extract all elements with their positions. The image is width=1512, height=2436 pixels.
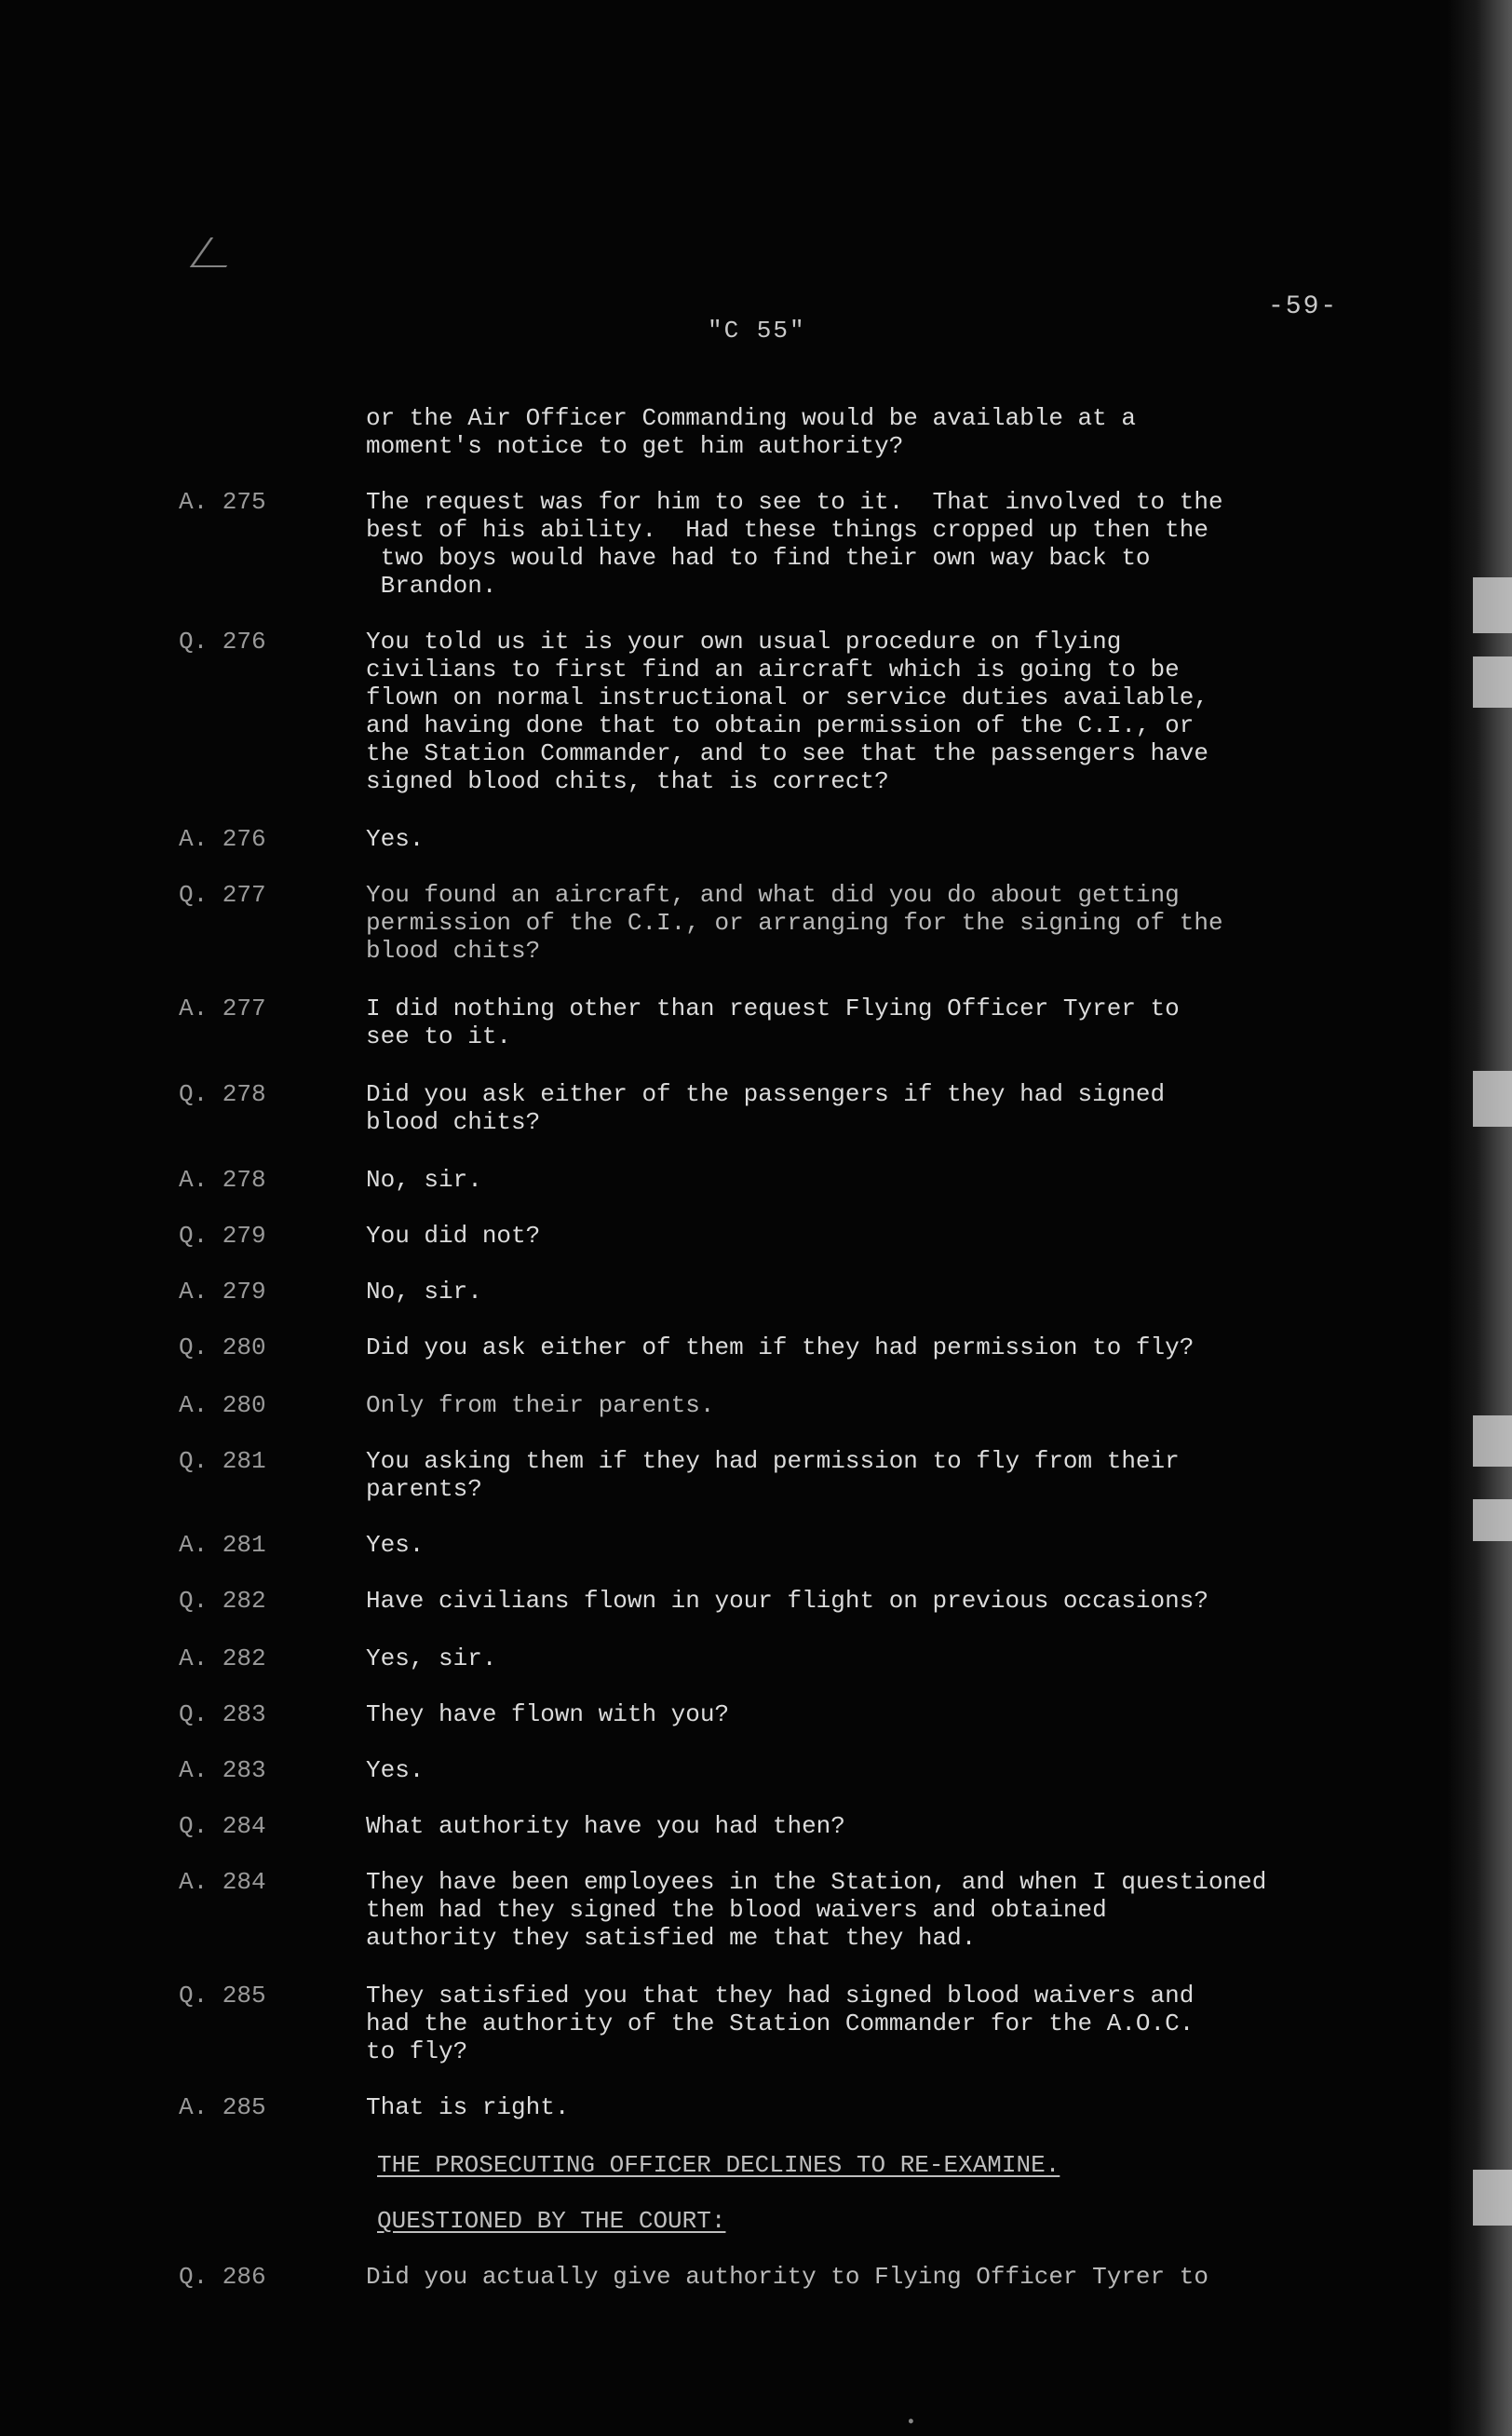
entry-number: A. 282 — [179, 1644, 266, 1672]
scan-edge-mark — [1473, 1071, 1512, 1127]
continuation-line: or the Air Officer Commanding would be available at a — [366, 404, 1136, 432]
entry-number: A. 277 — [179, 995, 266, 1022]
entry-line: They have been employees in the Station, and when I questioned — [366, 1868, 1267, 1896]
entry-number: A. 275 — [179, 488, 266, 516]
entry-line: signed blood chits, that is correct? — [366, 767, 889, 795]
entry-line: had the authority of the Station Commander for the A.O.C. — [366, 2010, 1195, 2037]
entry-line: You asking them if they had permission to fly from their — [366, 1447, 1180, 1475]
entry-number: A. 278 — [179, 1166, 266, 1194]
entry-number: Q. 280 — [179, 1333, 266, 1361]
entry-line: best of his ability. Had these things cropped up then the — [366, 516, 1208, 544]
entry-number: Q. 283 — [179, 1700, 266, 1728]
entry-line: Yes, sir. — [366, 1644, 497, 1672]
entry-line: What authority have you had then? — [366, 1812, 845, 1840]
entry-line: You did not? — [366, 1222, 541, 1250]
entry-line: Brandon. — [366, 572, 497, 600]
entry-number: Q. 285 — [179, 1982, 266, 2010]
entry-line: civilians to first find an aircraft which is going to be — [366, 656, 1180, 683]
document-reference: "C 55" — [708, 317, 806, 345]
entry-line: two boys would have had to find their own way back to — [366, 544, 1151, 572]
section-heading: QUESTIONED BY THE COURT: — [377, 2207, 726, 2235]
entry-line: Did you actually give authority to Flying Officer Tyrer to — [366, 2263, 1208, 2291]
entry-line: You found an aircraft, and what did you do about getting — [366, 881, 1180, 909]
entry-line: Yes. — [366, 825, 425, 853]
entry-line: parents? — [366, 1475, 482, 1503]
scan-edge — [1447, 0, 1512, 2436]
section-heading: THE PROSECUTING OFFICER DECLINES TO RE-EXAMINE. — [377, 2151, 1060, 2179]
entry-line: That is right. — [366, 2093, 570, 2121]
entry-line: to fly? — [366, 2037, 468, 2065]
entry-number: Q. 277 — [179, 881, 266, 909]
scan-edge-mark — [1473, 577, 1512, 633]
continuation-line: moment's notice to get him authority? — [366, 432, 904, 460]
scan-corner-mark — [190, 237, 247, 267]
entry-number: Q. 286 — [179, 2263, 266, 2291]
entry-number: Q. 281 — [179, 1447, 266, 1475]
entry-number: A. 284 — [179, 1868, 266, 1896]
entry-line: No, sir. — [366, 1278, 482, 1306]
entry-line: Yes. — [366, 1531, 425, 1559]
entry-line: They have flown with you? — [366, 1700, 730, 1728]
entry-number: Q. 276 — [179, 628, 266, 656]
entry-number: Q. 282 — [179, 1587, 266, 1615]
scan-edge-mark — [1473, 1415, 1512, 1467]
scan-edge-mark — [1473, 656, 1512, 708]
entry-line: The request was for him to see to it. That involved to the — [366, 488, 1223, 516]
entry-line: them had they signed the blood waivers and obtained — [366, 1896, 1107, 1924]
entry-line: and having done that to obtain permission of the C.I., or — [366, 711, 1195, 739]
entry-number: Q. 279 — [179, 1222, 266, 1250]
entry-line: Did you ask either of them if they had permission to fly? — [366, 1333, 1195, 1361]
scan-speck: • — [906, 2414, 916, 2432]
entry-number: A. 285 — [179, 2093, 266, 2121]
entry-line: blood chits? — [366, 1108, 541, 1136]
entry-line: You told us it is your own usual procedure on flying — [366, 628, 1122, 656]
entry-number: A. 276 — [179, 825, 266, 853]
entry-number: A. 283 — [179, 1756, 266, 1784]
entry-line: authority they satisfied me that they had. — [366, 1924, 977, 1952]
entry-line: Only from their parents. — [366, 1391, 715, 1419]
entry-line: the Station Commander, and to see that the passengers have — [366, 739, 1208, 767]
entry-line: see to it. — [366, 1022, 512, 1050]
scan-edge-mark — [1473, 2170, 1512, 2226]
entry-number: Q. 284 — [179, 1812, 266, 1840]
entry-line: blood chits? — [366, 937, 541, 965]
entry-number: Q. 278 — [179, 1080, 266, 1108]
entry-number: A. 280 — [179, 1391, 266, 1419]
entry-number: A. 281 — [179, 1531, 266, 1559]
entry-line: permission of the C.I., or arranging for the signing of the — [366, 909, 1223, 937]
entry-number: A. 279 — [179, 1278, 266, 1306]
entry-line: I did nothing other than request Flying Officer Tyrer to — [366, 995, 1180, 1022]
entry-line: No, sir. — [366, 1166, 482, 1194]
page-number: -59- — [1268, 292, 1339, 321]
entry-line: flown on normal instructional or service duties available, — [366, 683, 1208, 711]
entry-line: They satisfied you that they had signed blood waivers and — [366, 1982, 1195, 2010]
entry-line: Have civilians flown in your flight on previous occasions? — [366, 1587, 1208, 1615]
scan-edge-mark — [1473, 1499, 1512, 1541]
entry-line: Did you ask either of the passengers if they had signed — [366, 1080, 1166, 1108]
entry-line: Yes. — [366, 1756, 425, 1784]
